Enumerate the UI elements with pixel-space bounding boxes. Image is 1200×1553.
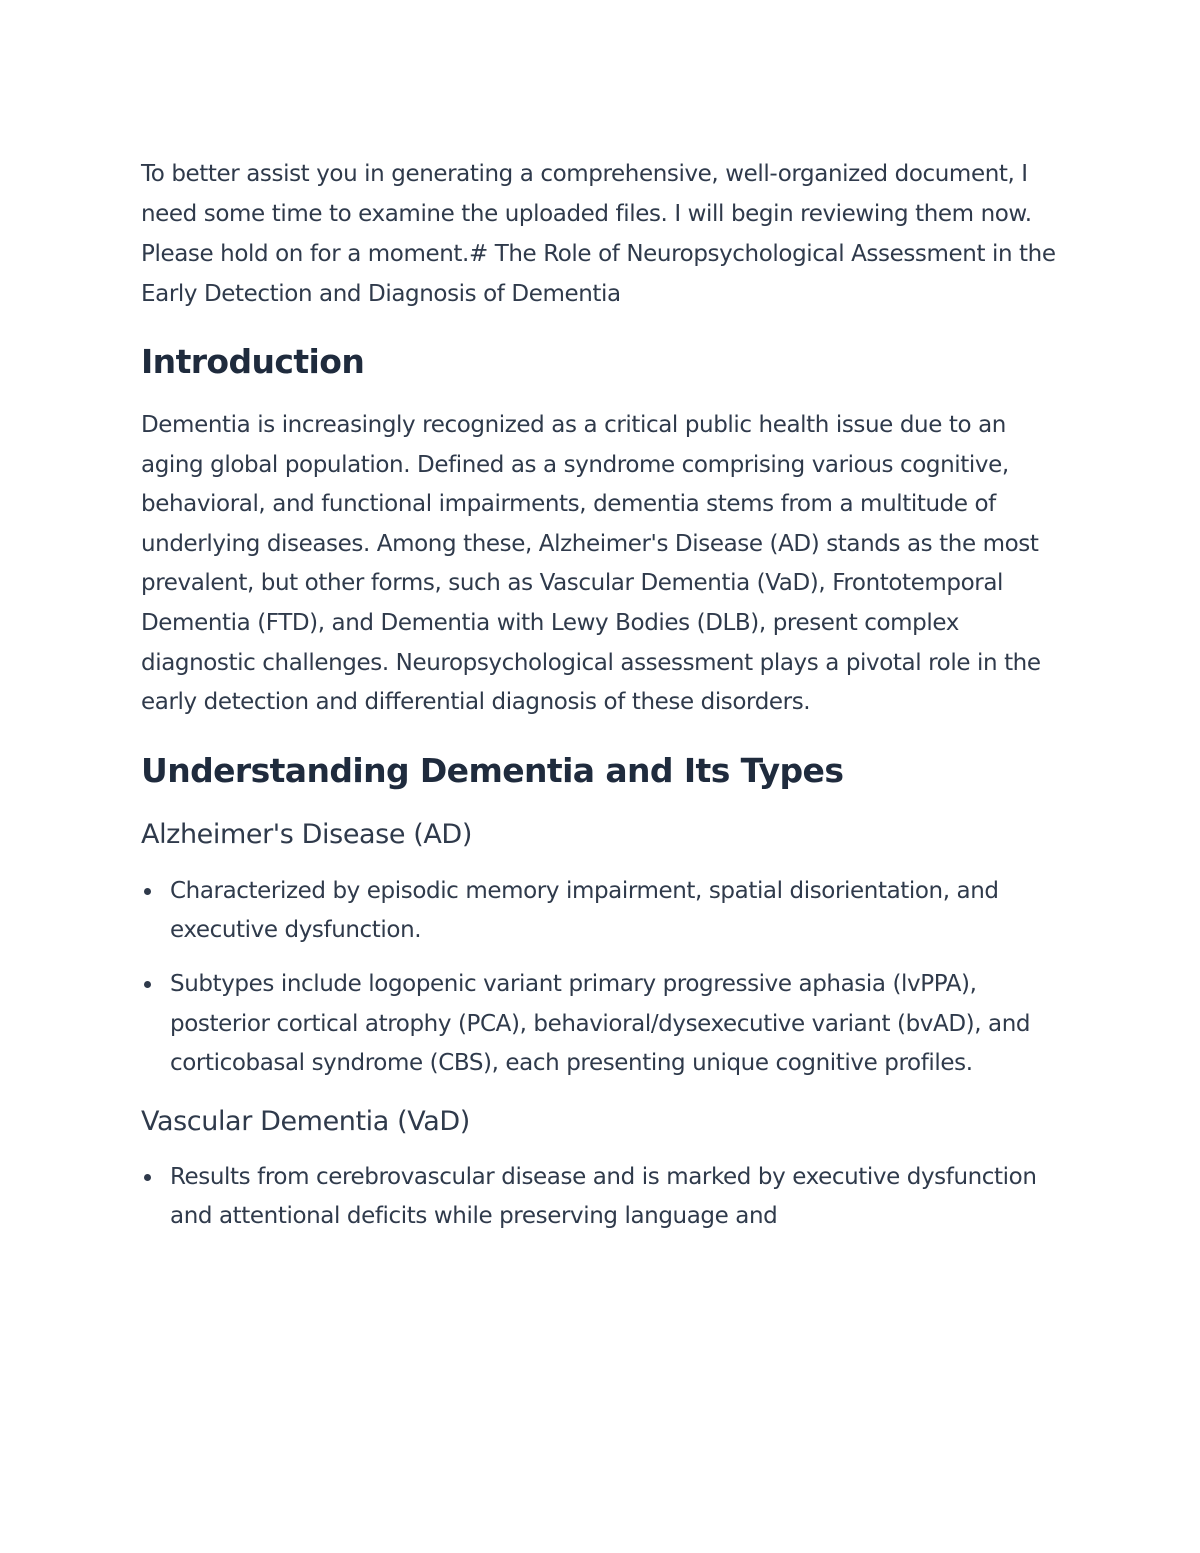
list-item-text: Characterized by episodic memory impairment, spatial disorientation, and executive dysfunction. (170, 877, 999, 944)
list-item (141, 1158, 1066, 1237)
bullet-icon (144, 981, 151, 988)
list-item-text: Results from cerebrovascular disease and is marked by executive dysfunction and attentional deficits while preserving language and (170, 1163, 1037, 1230)
document-page (141, 154, 1066, 1237)
alzheimers-bullet-list (141, 872, 1066, 1084)
vascular-bullet-list (141, 1158, 1066, 1237)
intro-paragraph: To better assist you in generating a comprehensive, well-organized document, I need some time to examine the uploaded files. I will begin reviewing them now. Please hold on for a moment.# The Role of Neuropsychological Assessment in the Early Detection and Diagnosis of Dementia (141, 161, 1056, 307)
vascular-dementia-subheading: Vascular Dementia (VaD) (141, 1105, 470, 1137)
introduction-paragraph: Dementia is increasingly recognized as a critical public health issue due to an aging global population. Defined as a syndrome comprising various cognitive, behavioral, and functional impairments, dementia stems from a multitude of underlying diseases. Among these, Alzheimer's Disease (AD) stands as the most prevalent, but other forms, such as Vascular Dementia (VaD), Frontotemporal Dementia (FTD), and Dementia with Lewy Bodies (DLB), present complex diagnostic challenges. Neuropsychological assessment plays a pivotal role in the early detection and differential diagnosis of these disorders. (141, 412, 1041, 716)
bullet-icon (144, 1174, 151, 1181)
bullet-icon (144, 888, 151, 895)
list-item-text: Subtypes include logopenic variant primary progressive aphasia (lvPPA), posterior cortical atrophy (PCA), behavioral/dysexecutive variant (bvAD), and corticobasal syndrome (CBS), each presenting unique cognitive profiles. (170, 970, 1031, 1077)
list-item (141, 965, 1066, 1084)
alzheimers-subheading: Alzheimer's Disease (AD) (141, 818, 472, 850)
list-item (141, 872, 1066, 951)
dementia-types-heading: Understanding Dementia and Its Types (141, 750, 844, 790)
introduction-heading: Introduction (141, 342, 365, 381)
